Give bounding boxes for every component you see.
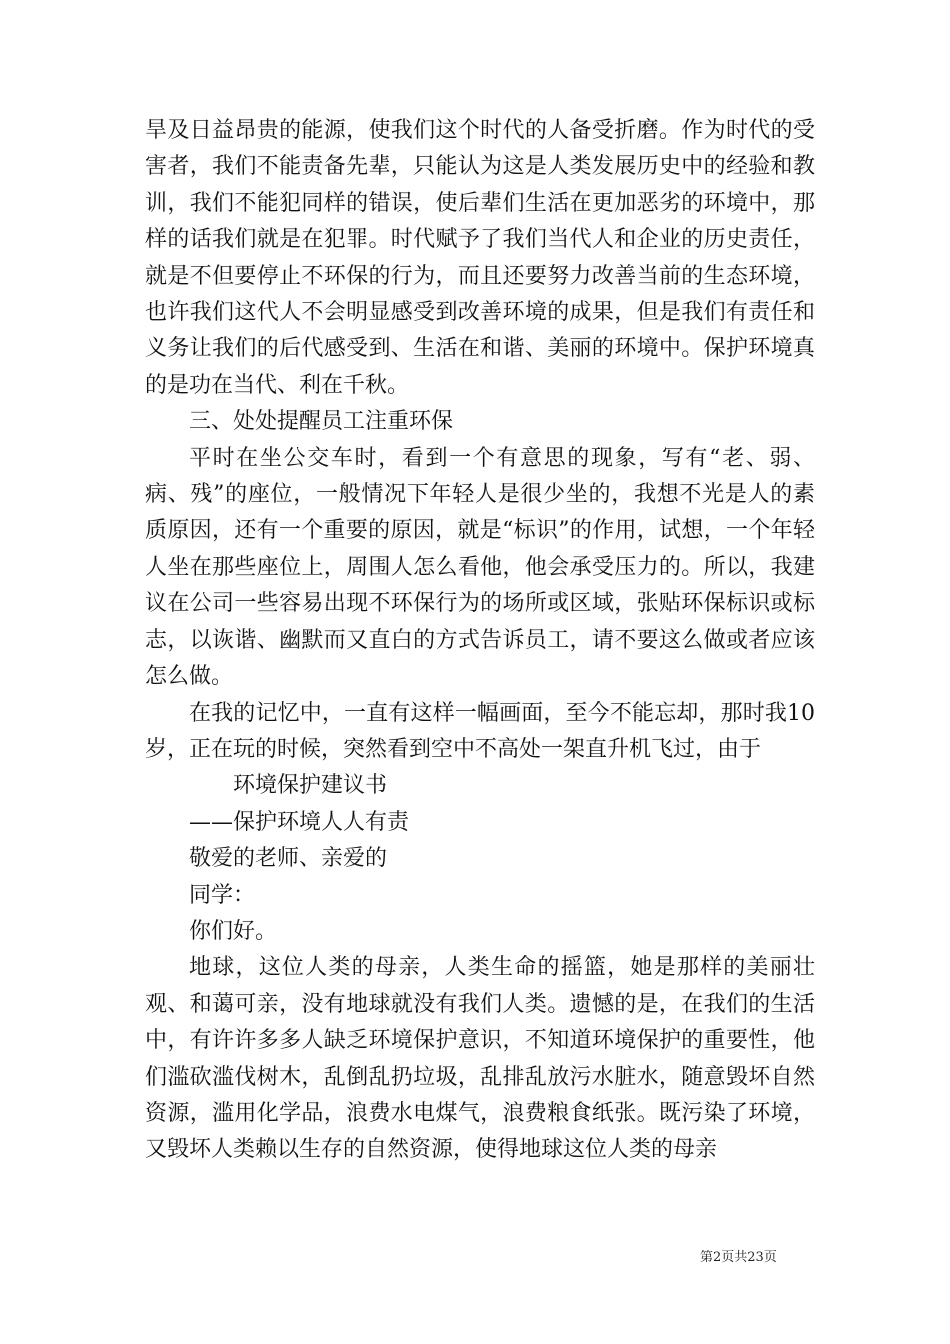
letter-greeting: 你们好。 [189,918,278,944]
letter-title: 环境保护建议书 [233,773,388,799]
page-number: 第2页共23页 [700,1250,777,1265]
paragraph-memory: 在我的记忆中，一直有这样一幅画面，至今不能忘却，那时我10岁，正在玩的时候，突然看到空中不高处一架直升机飞过，由于 [145,700,815,762]
document-body [145,113,815,1169]
paragraph-earth: 地球，这位人类的母亲，人类生命的摇篮，她是那样的美丽壮观、和蔼可亲，没有地球就没有我们人类。遗憾的是，在我们的生活中，有许许多多人缺乏环境保护意识，不知道环境保护的重要性，他们滥砍滥伐树木，乱倒乱扔垃圾，乱排乱放污水脏水，随意毁坏自然资源，滥用化学品，浪费水电煤气，浪费粮食纸张。既污染了环境，又毁坏人类赖以生存的自然资源，使得地球这位人类的母亲 [145,955,815,1163]
paragraph-bus-observation: 平时在坐公交车时，看到一个有意思的现象，写有“老、弱、病、残”的座位，一般情况下年轻人是很少坐的，我想不光是人的素质原因，还有一个重要的原因，就是“标识”的作用，试想，一个年轻人坐在那些座位上，周围人怎么看他，他会承受压力的。所以，我建议在公司一些容易出现不环保行为的场所或区域，张贴环保标识或标志，以诙谐、幽默而又直白的方式告诉员工，请不要这么做或者应该怎么做。 [145,445,815,690]
letter-salutation-continued: 同学： [189,882,256,908]
letter-salutation: 敬爱的老师、亲爱的 [189,846,388,872]
paragraph-continuation: 旱及日益昂贵的能源，使我们这个时代的人备受折磨。作为时代的受害者，我们不能责备先辈，只能认为这是人类发展历史中的经验和教训，我们不能犯同样的错误，使后辈们生活在更加恶劣的环境中，那样的话我们就是在犯罪。时代赋予了我们当代人和企业的历史责任，就是不但要停止不环保的行为，而且还要努力改善当前的生态环境，也许我们这代人不会明显感受到改善环境的成果，但是我们有责任和义务让我们的后代感受到、生活在和谐、美丽的环境中。保护环境真的是功在当代、利在千秋。 [145,118,815,398]
section-heading: 三、处处提醒员工注重环保 [189,409,454,435]
letter-subtitle: ——保护环境人人有责 [189,809,410,835]
